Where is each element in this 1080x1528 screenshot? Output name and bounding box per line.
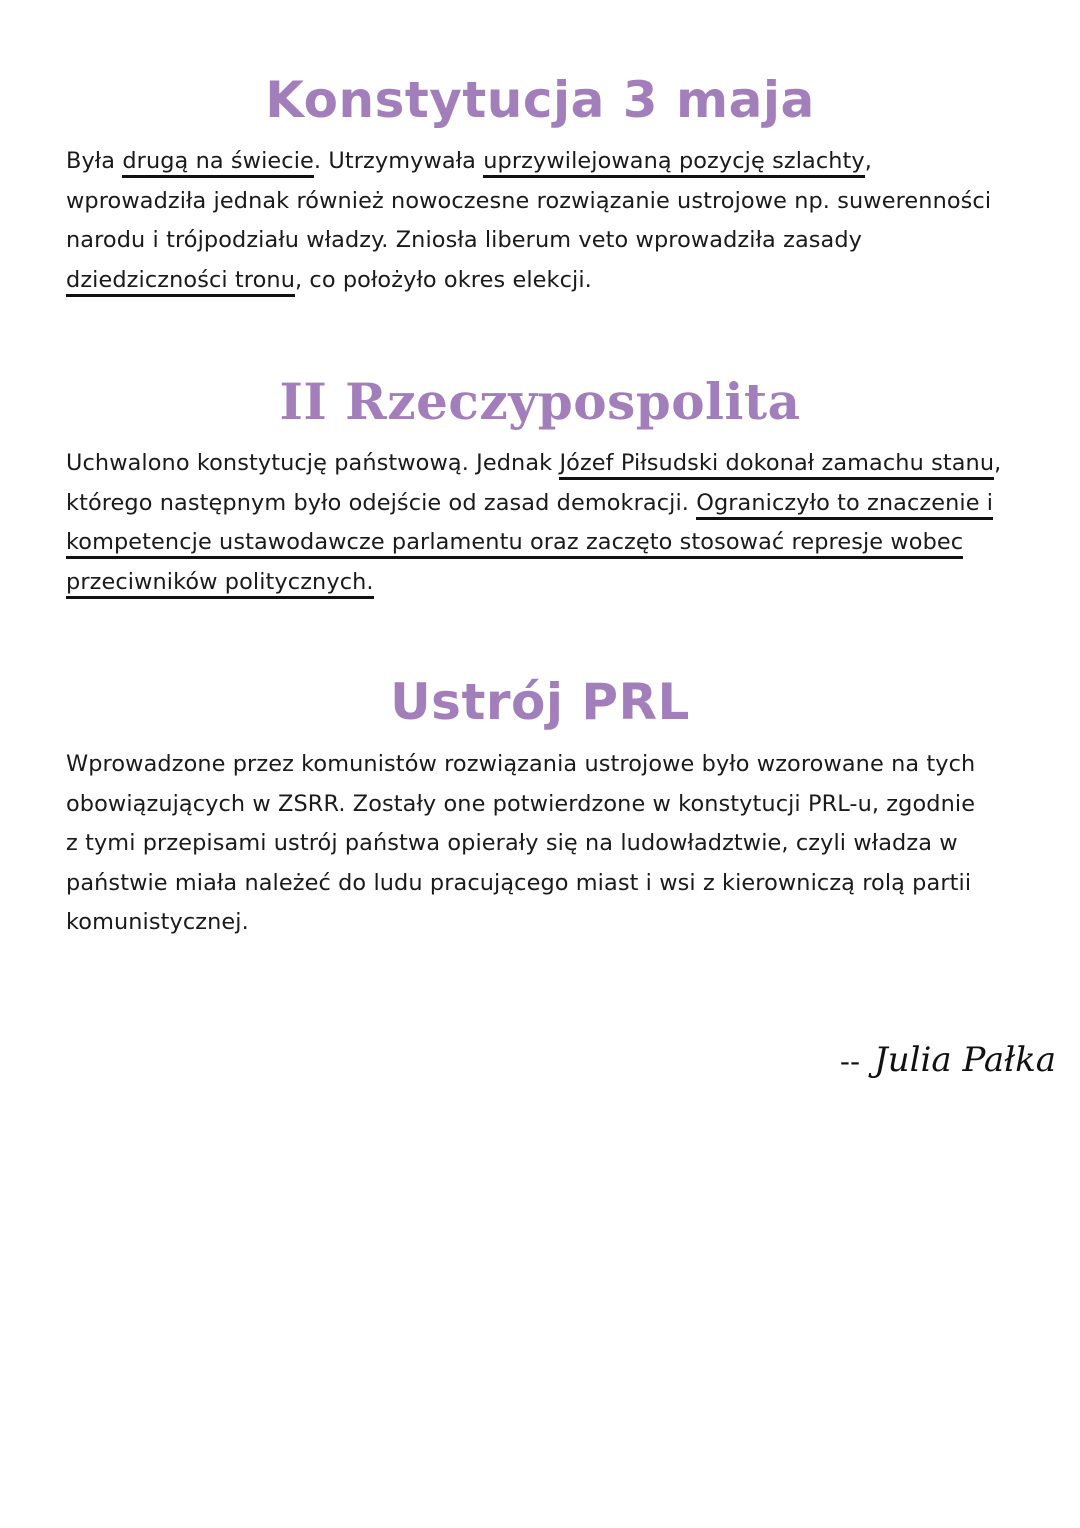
section-title-rzeczypospolita: II Rzeczypospolita	[279, 372, 801, 431]
text-line	[66, 523, 1026, 563]
signature-name: Julia Pałka	[874, 1040, 1056, 1080]
text-run: którego następnym było odejście od zasad demokracji.	[66, 489, 697, 516]
text-run: Wprowadzone przez komunistów rozwiązania ustrojowe było wzorowane na tych	[66, 751, 976, 777]
section-rzeczypospolita	[0, 372, 1080, 432]
text-line	[66, 745, 1026, 785]
text-run: Uchwalono konstytucję państwową. Jednak	[66, 450, 560, 476]
paragraph-rzeczypospolita	[66, 444, 1026, 602]
text-run: wprowadziła jednak również nowoczesne rozwiązanie ustrojowe np. suwerenności	[66, 187, 992, 214]
text-line	[66, 563, 1026, 603]
text-run: z tymi przepisami ustrój państwa opierały się na ludowładztwie, czyli władza w	[66, 830, 958, 857]
section-prl	[0, 672, 1080, 732]
text-run: . Utrzymywała	[313, 148, 484, 174]
text-run: ,	[864, 148, 872, 174]
signature-dash: --	[839, 1045, 861, 1078]
underlined-text: kompetencje ustawodawcze parlamentu oraz zaczęto stosować represje wobec	[66, 529, 963, 559]
underlined-text: drugą na świecie	[122, 148, 314, 178]
text-run: Była	[66, 148, 123, 174]
section-title-prl: Ustrój PRL	[390, 673, 690, 731]
text-run: państwie miała należeć do ludu pracującego miast i wsi z kierowniczą rolą partii	[66, 869, 972, 896]
text-line	[66, 182, 1026, 222]
text-line	[66, 221, 1026, 261]
text-run: obowiązujących w ZSRR. Zostały one potwierdzone w konstytucji PRL-u, zgodnie	[66, 790, 976, 817]
section-konstytucja	[0, 70, 1080, 130]
text-line	[66, 903, 1026, 943]
section-title-konstytucja: Konstytucja 3 maja	[265, 71, 815, 129]
text-line	[66, 484, 1026, 524]
text-line	[66, 864, 1026, 904]
text-run: komunistycznej.	[66, 909, 249, 936]
paragraph-konstytucja	[66, 142, 1026, 300]
paragraph-prl	[66, 745, 1026, 943]
text-line	[66, 261, 1026, 301]
text-line	[66, 444, 1026, 484]
underlined-text: przeciwników politycznych.	[66, 569, 374, 599]
underlined-text: dziedziczności tronu	[66, 267, 295, 297]
text-line	[66, 142, 1026, 182]
text-run: narodu i trójpodziału władzy. Zniosła liberum veto wprowadziła zasady	[66, 227, 863, 254]
underlined-text: Ograniczyło to znaczenie i	[696, 490, 993, 520]
text-run: , co położyło okres elekcji.	[295, 266, 592, 293]
text-line	[66, 824, 1026, 864]
text-line	[66, 785, 1026, 825]
text-run: ,	[994, 450, 1002, 476]
underlined-text: uprzywilejowaną pozycję szlachty	[483, 148, 865, 178]
author-signature	[840, 1040, 1056, 1080]
underlined-text: Józef Piłsudski dokonał zamachu stanu	[559, 450, 994, 480]
